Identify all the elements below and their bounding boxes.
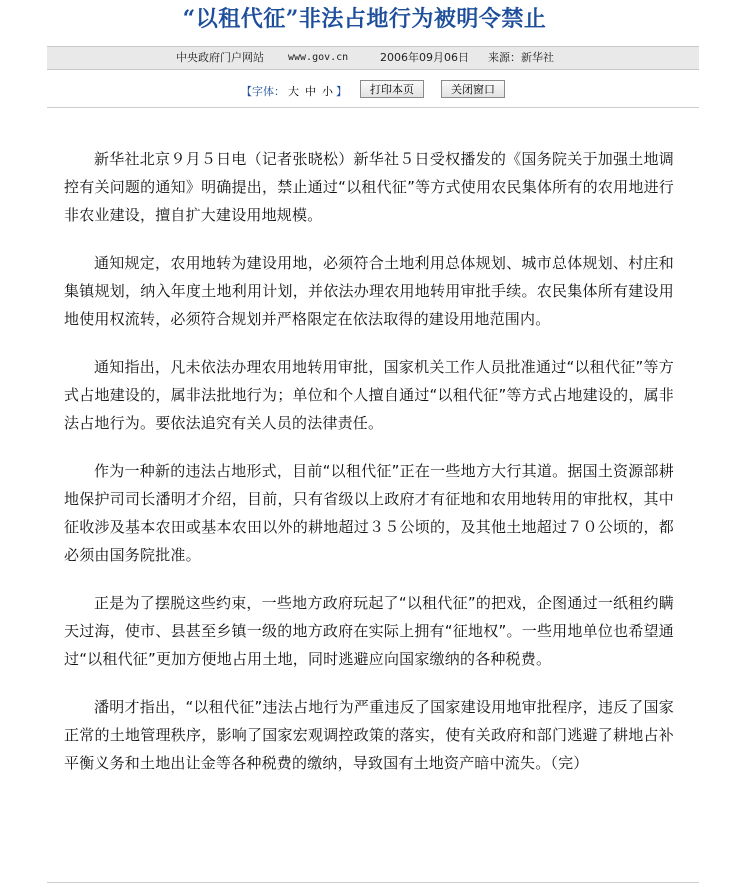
font-size-medium[interactable]: 中 bbox=[305, 85, 316, 98]
print-page-button[interactable]: 打印本页 bbox=[360, 80, 424, 98]
article-paragraph: 正是为了摆脱这些约束，一些地方政府玩起了“以租代征”的把戏，企图通过一纸租约瞒天过海，使市、县甚至乡镇一级的地方政府在实际上拥有“征地权”。一些用地单位也希望通过“以租代征”更加方便地占用土地，同时逃避应向国家缴纳的各种税费。 bbox=[64, 594, 674, 668]
article-meta-bar bbox=[47, 46, 699, 70]
article-paragraph: 作为一种新的违法占地形式，目前“以租代征”正在一些地方大行其道。据国土资源部耕地保护司司长潘明才介绍，目前，只有省级以上政府才有征地和农用地转用的审批权，其中征收涉及基本农田或基本农田以外的耕地超过３５公顷的，及其他土地超过７０公顷的，都必须由国务院批准。 bbox=[64, 462, 674, 564]
article-paragraph: 潘明才指出，“以租代征”违法占地行为严重违反了国家建设用地审批程序，违反了国家正常的土地管理秩序，影响了国家宏观调控政策的落实，使有关政府和部门逃避了耕地占补平衡义务和土地出让金等各种税费的缴纳，导致国有土地资产暗中流失。（完） bbox=[64, 698, 674, 772]
article-paragraph: 新华社北京９月５日电（记者张晓松）新华社５日受权播发的《国务院关于加强土地调控有关问题的通知》明确提出，禁止通过“以租代征”等方式使用农民集体所有的农用地进行非农业建设，擅自扩大建设用地规模。 bbox=[64, 150, 674, 224]
close-window-button[interactable]: 关闭窗口 bbox=[441, 80, 505, 98]
article-title: “以租代征”非法占地行为被明令禁止 bbox=[182, 6, 547, 32]
meta-publish-date: 2006年09月06日 bbox=[380, 51, 469, 64]
meta-site-name: 中央政府门户网站 bbox=[176, 51, 264, 64]
article-body bbox=[64, 145, 674, 797]
article-paragraph: 通知规定，农用地转为建设用地，必须符合土地利用总体规划、城市总体规划、村庄和集镇规划，纳入年度土地利用计划，并依法办理农用地转用审批手续。农民集体所有建设用地使用权流转，必须符合规划并严格限定在依法取得的建设用地范围内。 bbox=[64, 254, 674, 328]
meta-site-url: www.gov.cn bbox=[288, 52, 349, 63]
meta-source: 来源：新华社 bbox=[488, 51, 554, 64]
font-size-label: 【字体： bbox=[241, 85, 285, 98]
header-divider bbox=[47, 107, 699, 108]
font-size-large[interactable]: 大 bbox=[288, 85, 299, 98]
font-size-small[interactable]: 小 bbox=[322, 85, 333, 98]
font-size-bracket-close: 】 bbox=[336, 85, 347, 98]
article-toolbar bbox=[0, 80, 729, 100]
font-size-selector bbox=[241, 83, 347, 99]
article-paragraph: 通知指出，凡未依法办理农用地转用审批，国家机关工作人员批准通过“以租代征”等方式占地建设的，属非法批地行为；单位和个人擅自通过“以租代征”等方式占地建设的，属非法占地行为。要依法追究有关人员的法律责任。 bbox=[64, 358, 674, 432]
footer-divider bbox=[47, 882, 699, 883]
